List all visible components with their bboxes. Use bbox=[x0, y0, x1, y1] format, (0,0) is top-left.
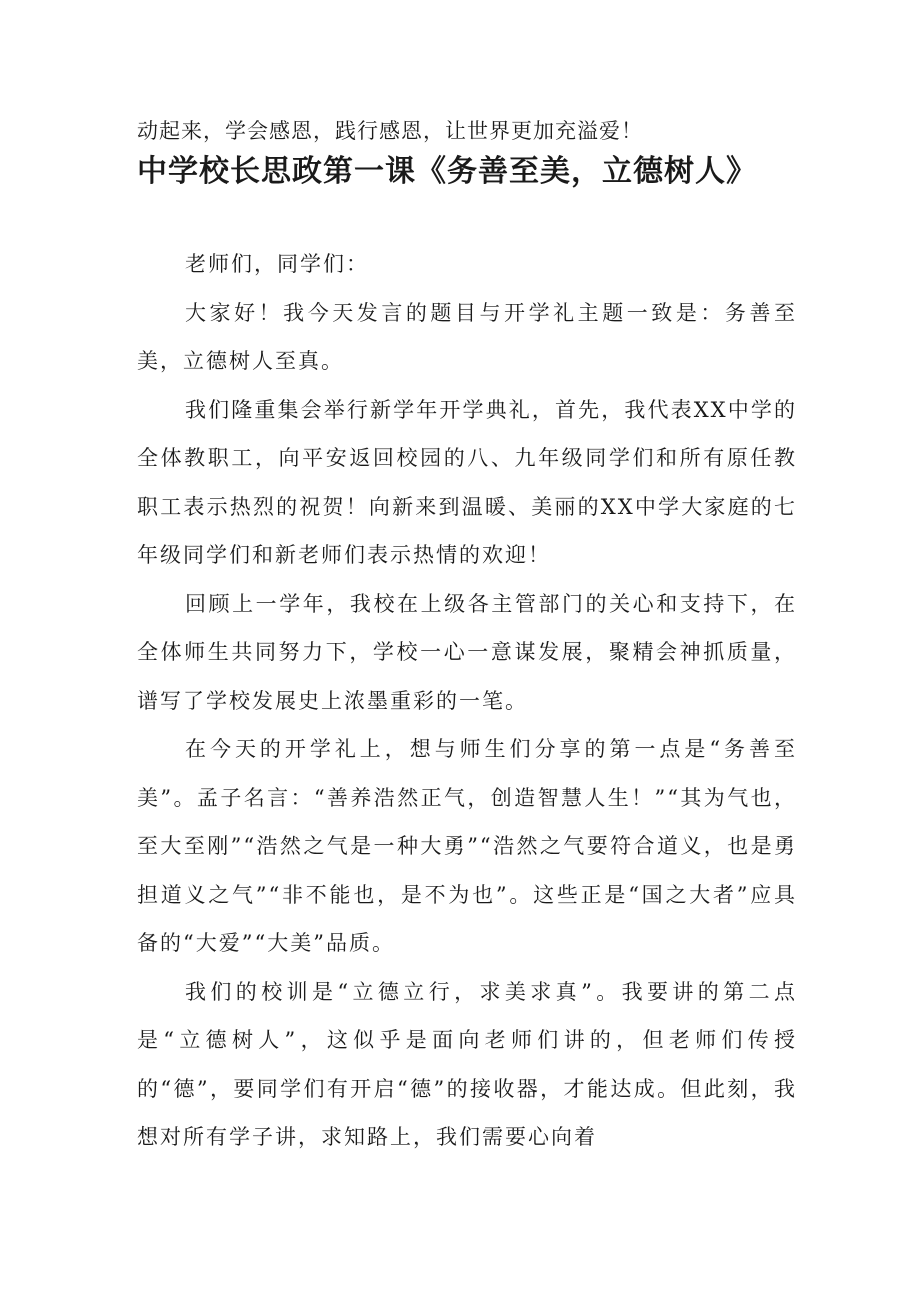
body-paragraph: 在今天的开学礼上，想与师生们分享的第一点是“务善至美”。孟子名言：“善养浩然正气，创造智慧人生！”“其为气也，至大至刚”“浩然之气是一种大勇”“浩然之气要符合道义，也是勇担道义之气”“非不能也，是不为也”。这些正是“国之大者”应具备的“大爱”“大美”品质。 bbox=[137, 737, 797, 955]
body-paragraph: 大家好！我今天发言的题目与开学礼主题一致是：务善至美，立德树人至真。 bbox=[137, 300, 797, 373]
document-title: 中学校长思政第一课《务善至美，立德树人》 bbox=[137, 154, 757, 189]
salutation-paragraph: 老师们，同学们： bbox=[185, 252, 369, 276]
body-paragraph: 我们的校训是“立德立行，求美求真”。我要讲的第二点是“立德树人”，这似乎是面向老师们讲的，但老师们传授的“德”，要同学们有开启“德”的接收器，才能达成。但此刻，我想对所有学子讲，求知路上，我们需要心向着 bbox=[137, 979, 797, 1149]
body-paragraph: 回顾上一学年，我校在上级各主管部门的关心和支持下，在全体师生共同努力下，学校一心一意谋发展，聚精会神抓质量，谱写了学校发展史上浓墨重彩的一笔。 bbox=[137, 591, 797, 713]
body-paragraph: 我们隆重集会举行新学年开学典礼，首先，我代表XX中学的全体教职工，向平安返回校园的八、九年级同学们和所有原任教职工表示热烈的祝贺！向新来到温暖、美丽的XX中学大家庭的七年级同学们和新老师们表示热情的欢迎！ bbox=[137, 397, 797, 567]
continued-text-line: 动起来，学会感恩，践行感恩，让世界更加充溢爱！ bbox=[137, 119, 643, 143]
document-body bbox=[137, 240, 797, 1162]
